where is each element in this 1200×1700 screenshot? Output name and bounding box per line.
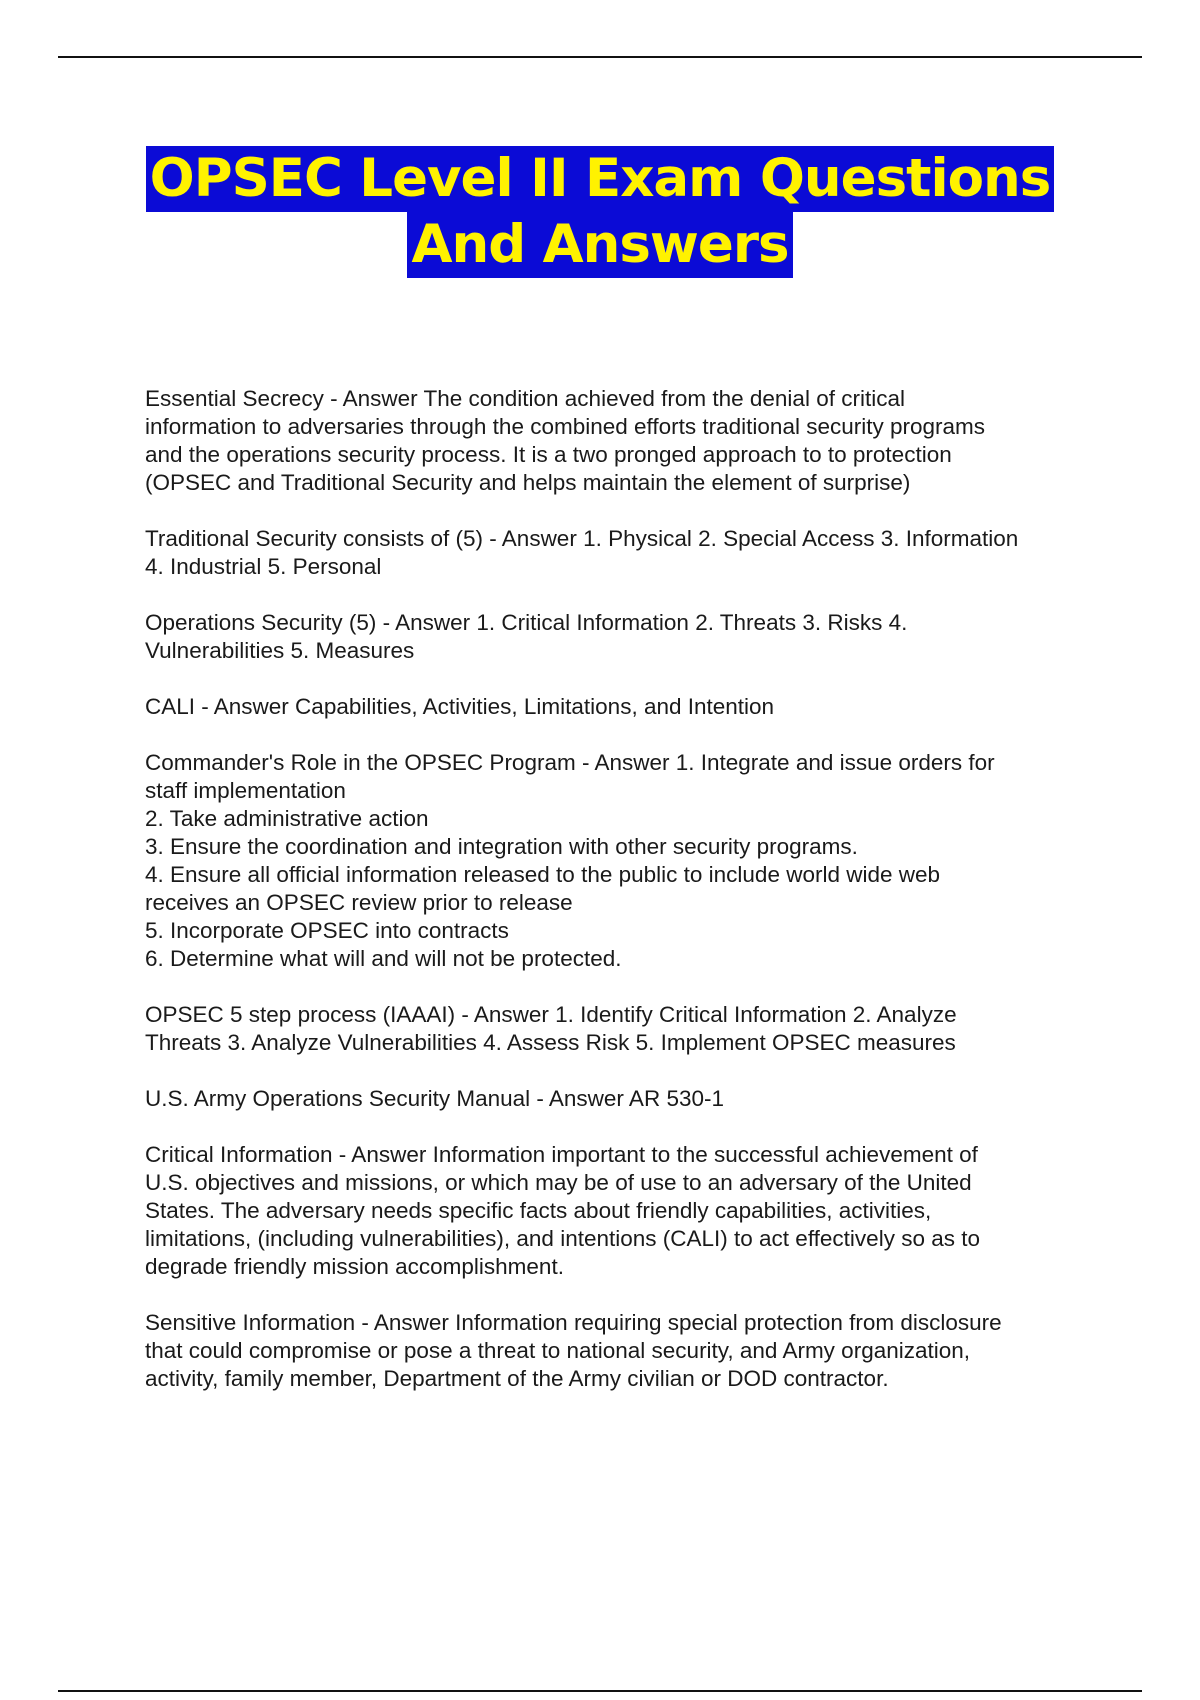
qa-text-line: activity, family member, Department of the Army civilian or DOD contractor. xyxy=(145,1366,889,1391)
qa-text-line: U.S. Army Operations Security Manual - Answer AR 530-1 xyxy=(145,1086,724,1111)
qa-text-line: Critical Information - Answer Information important to the successful achievement of xyxy=(145,1142,978,1167)
qa-text-line: Traditional Security consists of (5) - Answer 1. Physical 2. Special Access 3. Information xyxy=(145,526,1019,551)
qa-text-line: Vulnerabilities 5. Measures xyxy=(145,638,415,663)
qa-text-line: 3. Ensure the coordination and integration with other security programs. xyxy=(145,834,858,859)
qa-item xyxy=(145,1141,1095,1281)
qa-text-line: Commander's Role in the OPSEC Program - Answer 1. Integrate and issue orders for xyxy=(145,750,995,775)
qa-text-line: States. The adversary needs specific facts about friendly capabilities, activities, xyxy=(145,1198,932,1223)
qa-item xyxy=(145,609,1095,665)
qa-item xyxy=(145,693,1095,721)
qa-text-line: staff implementation xyxy=(145,778,346,803)
title-line-2: And Answers xyxy=(407,212,792,278)
qa-text-line: Threats 3. Analyze Vulnerabilities 4. Assess Risk 5. Implement OPSEC measures xyxy=(145,1030,956,1055)
title-line-1: OPSEC Level II Exam Questions xyxy=(146,146,1055,212)
qa-text-line: information to adversaries through the combined efforts traditional security programs xyxy=(145,414,986,439)
qa-text-line: Operations Security (5) - Answer 1. Critical Information 2. Threats 3. Risks 4. xyxy=(145,610,908,635)
qa-text-line: and the operations security process. It is a two pronged approach to to protection xyxy=(145,442,952,467)
qa-text-line: OPSEC 5 step process (IAAAI) - Answer 1. Identify Critical Information 2. Analyze xyxy=(145,1002,957,1027)
top-divider xyxy=(58,56,1142,58)
qa-item xyxy=(145,385,1095,497)
qa-list xyxy=(145,385,1095,1421)
qa-text-line: (OPSEC and Traditional Security and helps maintain the element of surprise) xyxy=(145,470,911,495)
qa-text-line: 4. Ensure all official information released to the public to include world wide web xyxy=(145,862,941,887)
qa-text-line: that could compromise or pose a threat to national security, and Army organization, xyxy=(145,1338,971,1363)
qa-text-line: CALI - Answer Capabilities, Activities, Limitations, and Intention xyxy=(145,694,775,719)
qa-text-line: 5. Incorporate OPSEC into contracts xyxy=(145,918,509,943)
qa-item xyxy=(145,749,1095,973)
bottom-divider xyxy=(58,1690,1142,1692)
qa-text-line: Essential Secrecy - Answer The condition achieved from the denial of critical xyxy=(145,386,905,411)
qa-text-line: Sensitive Information - Answer Information requiring special protection from disclosure xyxy=(145,1310,1002,1335)
qa-item xyxy=(145,1001,1095,1057)
qa-text-line: degrade friendly mission accomplishment. xyxy=(145,1254,564,1279)
qa-text-line: U.S. objectives and missions, or which may be of use to an adversary of the United xyxy=(145,1170,972,1195)
qa-item xyxy=(145,1309,1095,1393)
qa-item xyxy=(145,1085,1095,1113)
qa-text-line: limitations, (including vulnerabilities), and intentions (CALI) to act effectively so as to xyxy=(145,1226,980,1251)
page-title xyxy=(0,146,1200,278)
qa-text-line: receives an OPSEC review prior to release xyxy=(145,890,573,915)
qa-text-line: 4. Industrial 5. Personal xyxy=(145,554,382,579)
qa-text-line: 2. Take administrative action xyxy=(145,806,429,831)
qa-text-line: 6. Determine what will and will not be protected. xyxy=(145,946,622,971)
qa-item xyxy=(145,525,1095,581)
